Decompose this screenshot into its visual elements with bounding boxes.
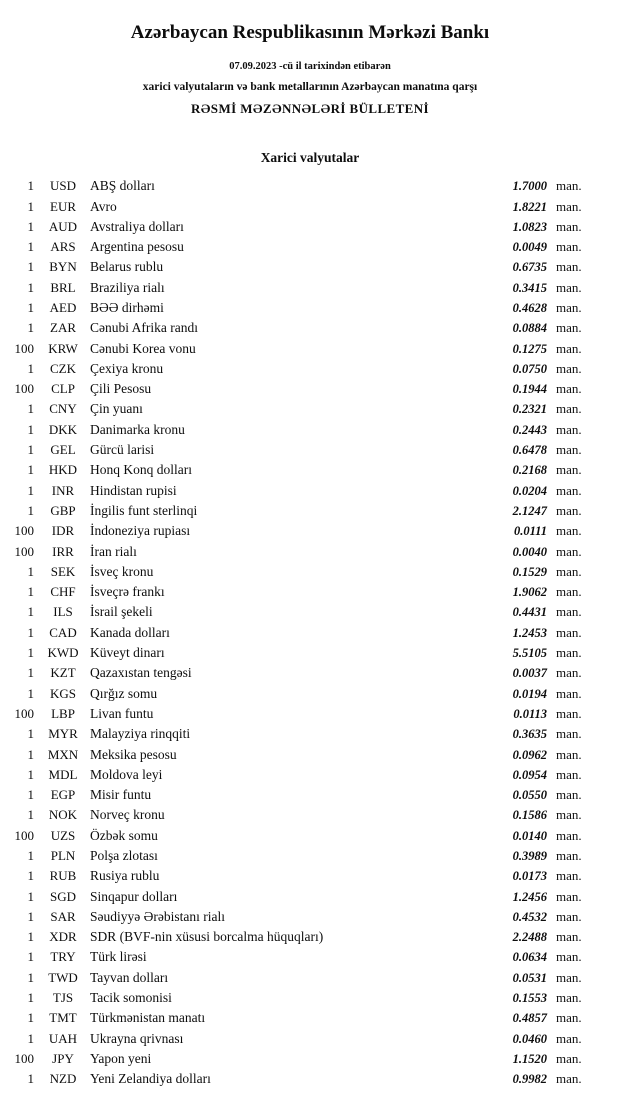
currency-name: Tayvan dolları [90,969,169,985]
currency-quantity: 1 [27,787,34,803]
exchange-rate: 0.0531 [512,970,547,985]
table-row [8,765,594,785]
unit-label: man. [556,381,582,397]
exchange-rate: 0.0173 [512,869,547,884]
exchange-rate: 0.0140 [512,828,547,843]
table-row [8,968,594,988]
currency-name: Belarus rublu [90,259,164,275]
section-title: Xarici valyutalar [260,150,360,166]
currency-name: Qazaxıstan tengəsi [90,665,192,681]
exchange-rate: 2.2488 [512,930,547,945]
currency-quantity: 1 [27,1010,34,1026]
table-row [8,826,594,846]
currency-quantity: 1 [27,1071,34,1087]
unit-label: man. [556,949,582,965]
unit-label: man. [556,969,582,985]
unit-label: man. [556,908,582,924]
currency-code: CNY [49,401,77,417]
table-row [8,176,594,196]
currency-quantity: 1 [27,584,34,600]
exchange-rate: 0.1944 [512,382,547,397]
table-row [8,359,594,379]
table-row [8,805,594,825]
currency-code: IDR [51,523,75,539]
unit-label: man. [556,502,582,518]
currency-name: ABŞ dolları [90,178,155,194]
currency-code: ARS [50,239,76,255]
currency-quantity: 1 [27,848,34,863]
currency-quantity: 1 [27,990,34,1006]
currency-name: Tacik somonisi [90,990,172,1006]
currency-code: ILS [53,604,73,620]
unit-label: man. [556,259,582,275]
unit-label: man. [556,705,582,721]
currency-quantity: 1 [27,766,34,782]
currency-quantity: 1 [27,665,34,681]
currency-name: Yeni Zelandiya dolları [90,1071,211,1087]
currency-code: CHF [50,584,76,600]
currency-code: TMT [49,1010,77,1026]
currency-name: Cənubi Afrika randı [90,320,198,336]
unit-label: man. [556,218,582,234]
currency-code: SAR [50,908,76,924]
currency-quantity: 1 [27,624,34,640]
table-row [8,1029,594,1049]
unit-label: man. [556,888,582,904]
currency-quantity: 1 [27,401,34,417]
currency-quantity: 100 [14,705,34,721]
unit-label: man. [556,665,582,681]
currency-quantity: 1 [27,462,34,478]
unit-label: man. [556,766,582,782]
table-row [8,298,594,318]
currency-code: SEK [50,563,76,579]
exchange-rate: 0.0884 [512,321,547,336]
currency-name: Kanada dolları [90,624,170,640]
currency-quantity: 1 [27,218,34,234]
table-row [8,440,594,460]
currency-code: CLP [51,381,75,397]
exchange-rate: 0.0113 [513,706,547,721]
exchange-rate: 0.1586 [512,808,547,823]
currency-quantity: 1 [27,259,34,275]
exchange-rate: 0.0750 [512,361,547,376]
currency-name: Çin yuanı [90,401,143,417]
unit-label: man. [556,1050,582,1066]
unit-label: man. [556,442,582,458]
table-row [8,643,594,663]
exchange-rate: 0.0550 [512,788,547,803]
currency-name: İngilis funt sterlinqi [90,502,198,518]
currency-quantity: 1 [27,279,34,295]
exchange-rate: 0.3415 [512,280,547,295]
currency-quantity: 1 [27,502,34,518]
table-row [8,866,594,886]
table-row [8,704,594,724]
exchange-rate: 0.1553 [512,991,547,1006]
unit-label: man. [556,868,582,884]
currency-code: XDR [49,929,77,945]
table-row [8,237,594,257]
currency-quantity: 1 [27,604,34,620]
currency-code: NZD [49,1071,77,1087]
currency-name: Malayziya rinqqiti [90,726,191,742]
unit-label: man. [556,929,582,945]
currency-name: Türkmənistan manatı [90,1010,206,1026]
table-row [8,846,594,866]
currency-quantity: 1 [27,299,34,315]
currency-name: Norveç kronu [90,807,165,823]
currency-name: Türk lirəsi [90,949,147,965]
currency-quantity: 1 [27,929,34,945]
currency-name: Polşa zlotası [90,848,158,863]
exchange-rate: 0.0204 [512,483,547,498]
table-row [8,582,594,602]
currency-quantity: 1 [27,726,34,742]
currency-code: RUB [49,868,77,884]
table-row [8,460,594,480]
currency-name: Moldova leyi [90,766,163,782]
table-row [8,684,594,704]
exchange-rate: 0.4532 [512,909,547,924]
unit-label: man. [556,645,582,661]
unit-label: man. [556,401,582,417]
currency-quantity: 100 [14,381,34,397]
exchange-rate: 0.6478 [512,443,547,458]
unit-label: man. [556,360,582,376]
exchange-rate: 0.2321 [512,402,547,417]
currency-code: CZK [50,360,76,376]
currency-quantity: 1 [27,645,34,661]
currency-code: AED [49,299,77,315]
currency-code: UZS [50,827,76,843]
unit-label: man. [556,462,582,478]
unit-label: man. [556,239,582,255]
exchange-rate: 0.4857 [512,1011,547,1026]
currency-code: KGS [49,685,76,701]
table-row [8,481,594,501]
currency-name: Yapon yeni [90,1050,152,1066]
exchange-rate: 1.2453 [512,625,547,640]
table-row [8,197,594,217]
unit-label: man. [556,1030,582,1046]
currency-code: GBP [50,502,76,518]
table-row [8,420,594,440]
table-row [8,278,594,298]
exchange-rate: 0.4628 [512,300,547,315]
exchange-rate: 5.5105 [512,646,547,661]
exchange-rate: 1.7000 [512,179,547,194]
currency-code: UAH [48,1030,78,1046]
table-row [8,988,594,1008]
currency-name: İndoneziya rupiası [90,523,191,539]
currency-code: LBP [51,705,75,721]
table-row [8,907,594,927]
currency-name: Ukrayna qrivnası [90,1030,184,1046]
table-row [8,927,594,947]
currency-quantity: 1 [27,563,34,579]
currency-code: DKK [48,421,78,437]
table-row [8,501,594,521]
currency-code: KWD [47,645,79,661]
unit-label: man. [556,807,582,823]
table-row [8,785,594,805]
currency-quantity: 100 [14,543,34,559]
currency-name: Danimarka kronu [90,421,185,437]
currency-quantity: 1 [27,178,34,194]
currency-name: Çexiya kronu [90,360,164,376]
currency-name: İran rialı [90,543,137,559]
currency-quantity: 1 [27,1030,34,1046]
currency-name: Meksika pesosu [90,746,177,762]
unit-label: man. [556,685,582,701]
exchange-rate: 0.3989 [512,849,547,863]
unit-label: man. [556,624,582,640]
unit-label: man. [556,340,582,356]
currency-name: İsrail şekeli [90,604,153,620]
exchange-rate: 1.2456 [512,889,547,904]
currency-code: AUD [48,218,78,234]
currency-name: Səudiyyə Ərəbistanı rialı [90,908,225,924]
currency-name: BƏƏ dirhəmi [90,299,164,315]
currency-quantity: 100 [14,827,34,843]
unit-label: man. [556,523,582,539]
exchange-rate: 1.1520 [512,1051,547,1066]
bank-name-title: Azərbaycan Respublikasının Mərkəzi Bankı [130,22,490,43]
exchange-rate: 0.6735 [512,260,547,275]
table-row [8,562,594,582]
exchange-rate: 0.0194 [512,686,547,701]
currency-name: Hindistan rupisi [90,482,177,498]
unit-label: man. [556,1071,582,1087]
unit-label: man. [556,990,582,1006]
currency-code: CAD [49,624,77,640]
currency-name: Rusiya rublu [90,868,160,884]
currency-name: İsveç kronu [90,563,154,579]
subtitle-line: xarici valyutaların və bank metallarının Azərbaycan manatına qarşı [142,80,478,93]
currency-code: KRW [48,340,78,356]
currency-code: BRL [50,279,76,295]
unit-label: man. [556,1010,582,1026]
currency-name: Qırğız somu [90,685,158,701]
currency-quantity: 1 [27,421,34,437]
currency-code: KZT [50,665,76,681]
currency-code: PLN [50,848,76,863]
currency-code: GEL [50,442,76,458]
currency-code: IRR [52,543,74,559]
exchange-rate: 0.2168 [512,463,547,478]
table-row [8,1008,594,1028]
exchange-rate: 1.9062 [512,585,547,600]
currency-quantity: 100 [14,1050,34,1066]
unit-label: man. [556,604,582,620]
table-row [8,542,594,562]
table-row [8,947,594,967]
table-row [8,379,594,399]
exchange-rate: 0.1529 [512,564,547,579]
table-row [8,663,594,683]
currency-code: MDL [48,766,78,782]
currency-quantity: 1 [27,239,34,255]
unit-label: man. [556,279,582,295]
bulletin-header [0,22,620,120]
currency-name: Honq Konq dolları [90,462,192,478]
currency-code: TRY [50,949,76,965]
currency-quantity: 1 [27,442,34,458]
table-row [8,318,594,338]
currency-quantity: 1 [27,685,34,701]
currency-quantity: 1 [27,482,34,498]
unit-label: man. [556,482,582,498]
unit-label: man. [556,726,582,742]
currency-name: Braziliya rialı [90,279,165,295]
table-row [8,602,594,622]
table-row [8,724,594,744]
unit-label: man. [556,543,582,559]
table-row [8,217,594,237]
table-row [8,887,594,907]
table-row [8,399,594,419]
currency-quantity: 100 [14,340,34,356]
currency-name: Gürcü larisi [90,442,155,458]
currency-name: İsveçrə frankı [90,584,165,600]
currency-quantity: 1 [27,868,34,884]
unit-label: man. [556,848,582,863]
currency-code: INR [51,482,75,498]
exchange-rate: 1.8221 [512,199,547,214]
currency-code: TJS [52,990,74,1006]
table-row [8,521,594,541]
table-row [8,623,594,643]
currency-name: Avstraliya dolları [90,218,184,234]
currency-name: Cənubi Korea vonu [90,340,196,356]
table-row [8,745,594,765]
currency-name: Argentina pesosu [90,239,184,255]
currency-code: HKD [48,462,78,478]
currency-code: NOK [48,807,78,823]
currency-code: USD [49,178,76,194]
currency-quantity: 1 [27,198,34,214]
table-row [8,1049,594,1069]
rates-table [0,176,620,1089]
currency-name: Çili Pesosu [90,381,152,397]
exchange-rate: 0.0111 [514,524,547,539]
exchange-rate: 0.0962 [512,747,547,762]
exchange-rate: 2.1247 [512,503,547,518]
exchange-rate: 0.0049 [512,240,547,255]
currency-name: SDR (BVF-nin xüsusi borcalma hüquqları) [90,929,324,945]
exchange-rate: 0.0037 [512,666,547,681]
currency-quantity: 1 [27,320,34,336]
currency-code: SGD [49,888,76,904]
unit-label: man. [556,746,582,762]
currency-quantity: 1 [27,949,34,965]
currency-code: MYR [48,726,78,742]
exchange-rate: 0.2443 [512,422,547,437]
unit-label: man. [556,320,582,336]
exchange-rate: 0.4431 [512,605,547,620]
currency-code: BYN [49,259,77,275]
currency-code: EGP [50,787,76,803]
bulletin-title: RƏSMİ MƏZƏNNƏLƏRİ BÜLLETENİ [191,101,429,117]
unit-label: man. [556,827,582,843]
currency-code: EUR [50,198,76,214]
currency-quantity: 1 [27,807,34,823]
currency-name: Livan funtu [90,705,154,721]
currency-name: Küveyt dinarı [90,645,165,661]
currency-name: Misir funtu [90,787,152,803]
currency-quantity: 1 [27,888,34,904]
unit-label: man. [556,299,582,315]
currency-quantity: 1 [27,746,34,762]
unit-label: man. [556,584,582,600]
exchange-rate: 0.0040 [512,544,547,559]
effective-date-line: 07.09.2023 -cü il tarixindən etibarən [229,60,391,72]
unit-label: man. [556,198,582,214]
table-row [8,1069,594,1089]
currency-code: TWD [48,969,78,985]
exchange-rate: 0.0954 [512,767,547,782]
unit-label: man. [556,178,582,194]
unit-label: man. [556,563,582,579]
unit-label: man. [556,421,582,437]
currency-quantity: 1 [27,969,34,985]
currency-quantity: 100 [14,523,34,539]
currency-name: Sinqapur dolları [90,888,178,904]
exchange-rate: 0.1275 [512,341,547,356]
exchange-rate: 0.9982 [512,1072,547,1087]
table-row [8,339,594,359]
currency-code: ZAR [50,320,76,336]
table-row [8,257,594,277]
currency-code: MXN [47,746,79,762]
exchange-rate: 0.3635 [512,727,547,742]
unit-label: man. [556,787,582,803]
currency-quantity: 1 [27,908,34,924]
exchange-rate: 0.0634 [512,950,547,965]
exchange-rate: 0.0460 [512,1031,547,1046]
currency-name: Özbək somu [90,827,158,843]
exchange-rate: 1.0823 [512,219,547,234]
currency-name: Avro [90,198,117,214]
currency-code: JPY [52,1050,74,1066]
currency-quantity: 1 [27,360,34,376]
